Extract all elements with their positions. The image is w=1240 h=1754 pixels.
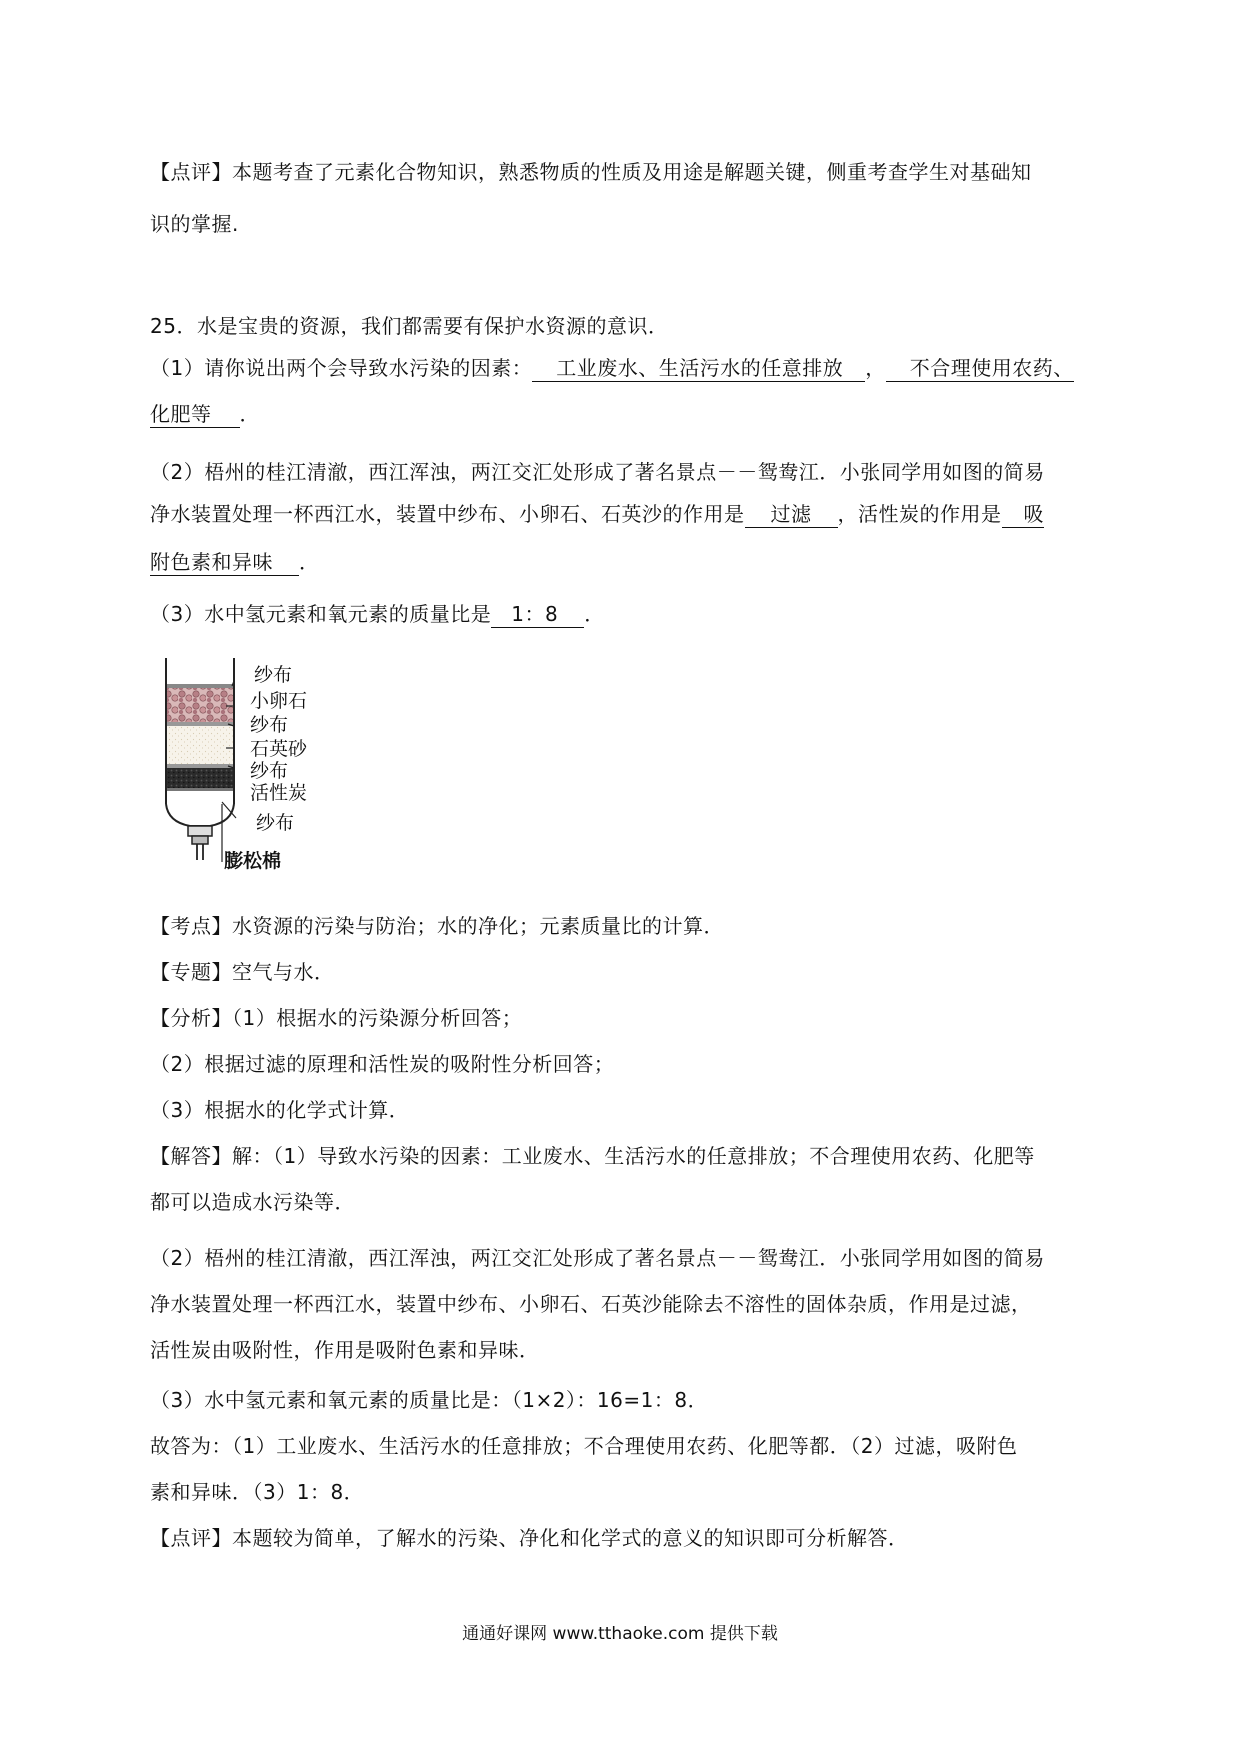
diagram-label-gauze-3: 纱布	[250, 760, 289, 782]
part-2-end: ．	[299, 550, 320, 574]
answer-blank-pollution-2b: 化肥等	[150, 401, 240, 428]
part-1-separator: ，	[865, 356, 886, 380]
diagram-label-quartz-sand: 石英砂	[250, 738, 308, 760]
water-purifier-diagram	[150, 654, 330, 894]
diagram-label-gauze-4: 纱布	[256, 812, 295, 834]
question-part-2-line-1: （2）梧州的桂江清澈，西江浑浊，两江交汇处形成了著名景点－－鸳鸯江．小张同学用如图的简易	[150, 460, 1045, 484]
jieda-line-2: 都可以造成水污染等．	[150, 1190, 355, 1214]
part-2-mid: ，活性炭的作用是	[837, 502, 1002, 526]
diagram-label-cotton: 膨松棉	[224, 850, 282, 872]
answer-blank-pollution-1: 工业废水、生活污水的任意排放	[532, 355, 865, 382]
kaodian-line: 【考点】水资源的污染与防治；水的净化；元素质量比的计算．	[150, 914, 724, 938]
prev-comment-line-1: 【点评】本题考查了元素化合物知识，熟悉物质的性质及用途是解题关键，侧重考查学生对基础知	[150, 160, 1032, 184]
question-stem: 25．水是宝贵的资源，我们都需要有保护水资源的意识．	[150, 314, 669, 338]
answer-blank-carbon-a: 吸	[1002, 501, 1045, 528]
fenxi-line-1: 【分析】（1）根据水的污染源分析回答；	[150, 1006, 523, 1030]
zhuanti-line: 【专题】空气与水．	[150, 960, 335, 984]
part-1-prefix: （1）请你说出两个会导致水污染的因素：	[150, 356, 533, 380]
guda-line-2: 素和异味．（3）1：8．	[150, 1480, 365, 1504]
diagram-label-gauze-2: 纱布	[250, 714, 289, 736]
answer-blank-carbon-b: 附色素和异味	[150, 549, 299, 576]
guda-line-1: 故答为：（1）工业废水、生活污水的任意排放；不合理使用农药、化肥等都．（2）过滤，吸附色	[150, 1434, 1018, 1458]
jieda-line-1: 【解答】解：（1）导致水污染的因素：工业废水、生活污水的任意排放；不合理使用农药、化肥等	[150, 1144, 1035, 1168]
question-part-2-line-3	[150, 548, 320, 576]
diagram-label-pebbles: 小卵石	[250, 690, 308, 712]
part-1-end: ．	[239, 402, 260, 426]
jieda-line-5: 活性炭由吸附性，作用是吸附色素和异味．	[150, 1338, 540, 1362]
question-part-1-cont	[150, 400, 260, 428]
diagram-label-gauze-1: 纱布	[254, 664, 293, 686]
dianping-line: 【点评】本题较为简单，了解水的污染、净化和化学式的意义的知识即可分析解答．	[150, 1526, 909, 1550]
fenxi-line-3: （3）根据水的化学式计算．	[150, 1098, 410, 1122]
page-footer: 通通好课网 www.tthaoke.com 提供下载	[462, 1624, 778, 1644]
part-2-prefix: 净水装置处理一杯西江水，装置中纱布、小卵石、石英沙的作用是	[150, 502, 745, 526]
part-3-end: ．	[584, 602, 605, 626]
part-3-prefix: （3）水中氢元素和氧元素的质量比是	[150, 602, 492, 626]
prev-comment-line-2: 识的掌握.	[150, 212, 239, 236]
answer-blank-filter: 过滤	[745, 501, 838, 528]
question-part-3	[150, 600, 605, 628]
answer-blank-pollution-2a: 不合理使用农药、	[886, 355, 1074, 382]
question-part-2-line-2	[150, 500, 1044, 528]
jieda-line-4: 净水装置处理一杯西江水，装置中纱布、小卵石、石英沙能除去不溶性的固体杂质，作用是过滤，	[150, 1292, 1032, 1316]
answer-blank-ratio: 1：8	[491, 601, 584, 628]
fenxi-line-2: （2）根据过滤的原理和活性炭的吸附性分析回答；	[150, 1052, 615, 1076]
question-part-1	[150, 354, 1074, 382]
jieda-line-6: （3）水中氢元素和氧元素的质量比是：（1×2）：16=1：8．	[150, 1388, 709, 1412]
jieda-line-3: （2）梧州的桂江清澈，西江浑浊，两江交汇处形成了著名景点－－鸳鸯江．小张同学用如图的简易	[150, 1246, 1045, 1270]
diagram-label-activated-carbon: 活性炭	[250, 782, 308, 804]
